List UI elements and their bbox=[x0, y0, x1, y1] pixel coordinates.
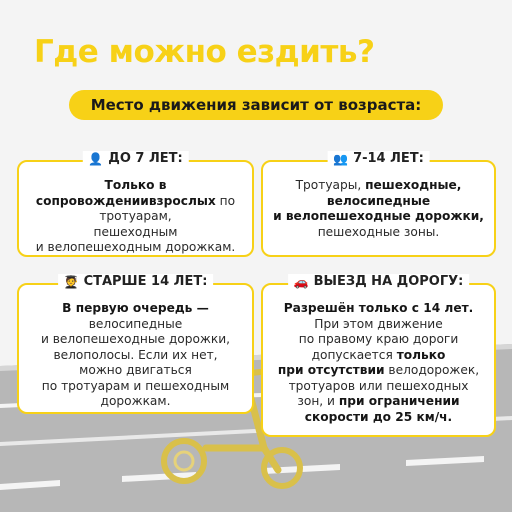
card-text-segment: Тротуары, bbox=[295, 178, 366, 192]
card-text bbox=[27, 178, 244, 256]
card-text-segment: можно двигаться bbox=[79, 363, 192, 377]
card-text-segment: пешеходным bbox=[93, 224, 178, 239]
card-under-7 bbox=[17, 151, 254, 257]
card-text-segment: дорожкам. bbox=[100, 394, 171, 408]
card-text-bold: скорости до 25 км/ч. bbox=[304, 409, 453, 424]
card-heading-label: ДО 7 ЛЕТ: bbox=[108, 151, 183, 166]
page-title: Где можно ездить? bbox=[34, 34, 375, 70]
card-text-segment: по тротуарам, bbox=[99, 193, 236, 223]
card-text-segment: велодорожек, bbox=[384, 363, 480, 377]
card-text-bold: Разрешён только с 14 лет. bbox=[283, 301, 474, 315]
card-heading-label: ВЫЕЗД НА ДОРОГУ: bbox=[313, 274, 464, 289]
card-heading bbox=[58, 274, 214, 289]
card-text-bold: велосипедные bbox=[326, 193, 431, 208]
card-text-bold: Только в сопровождении bbox=[35, 178, 167, 208]
card-text-bold: В первую очередь — bbox=[62, 301, 209, 315]
subtitle-banner bbox=[69, 90, 443, 120]
card-heading bbox=[82, 151, 188, 166]
card-heading bbox=[288, 274, 470, 289]
card-text-segment: и велопешеходные дорожки, bbox=[40, 332, 231, 346]
student-icon: 🧑‍🎓 bbox=[63, 274, 79, 289]
card-text bbox=[271, 178, 486, 240]
card-text-segment: по тротуарам и пешеходным bbox=[41, 378, 230, 393]
card-text-bold: при ограничении bbox=[338, 394, 460, 408]
card-text-bold: пешеходные, bbox=[365, 178, 462, 192]
car-icon: 🚗 bbox=[293, 274, 309, 289]
person-icon: 👤 bbox=[88, 151, 104, 166]
card-text-segment: и велопешеходным дорожкам. bbox=[35, 240, 236, 254]
card-text-segment: по правому краю дороги bbox=[298, 332, 459, 346]
card-text-segment: пешеходные зоны. bbox=[317, 224, 440, 239]
card-road-exit bbox=[261, 274, 496, 437]
subtitle-text: Место движения зависит от возраста: bbox=[90, 96, 422, 114]
card-text-segment: допускается bbox=[311, 347, 397, 362]
card-text-segment: зон, и bbox=[297, 394, 339, 408]
card-over-14 bbox=[17, 274, 254, 414]
card-text-segment: При этом движение bbox=[314, 316, 443, 331]
card-heading-label: СТАРШЕ 14 ЛЕТ: bbox=[83, 274, 208, 289]
card-text-bold: при отсутствии bbox=[277, 363, 385, 377]
card-text-bold: взрослых bbox=[148, 193, 216, 208]
card-text bbox=[271, 301, 486, 425]
card-heading-label: 7-14 ЛЕТ: bbox=[353, 151, 424, 166]
two-people-icon: 👥 bbox=[333, 151, 349, 166]
card-text-segment: велосипедные bbox=[88, 316, 183, 331]
card-heading bbox=[327, 151, 430, 166]
card-text-bold: и велопешеходные дорожки, bbox=[273, 209, 484, 223]
card-text bbox=[27, 301, 244, 410]
card-7-14 bbox=[261, 151, 496, 257]
card-text-segment: велополосы. Если их нет, bbox=[53, 347, 218, 362]
card-text-segment: тротуаров или пешеходных bbox=[288, 378, 469, 393]
card-text-bold: только bbox=[396, 347, 446, 362]
